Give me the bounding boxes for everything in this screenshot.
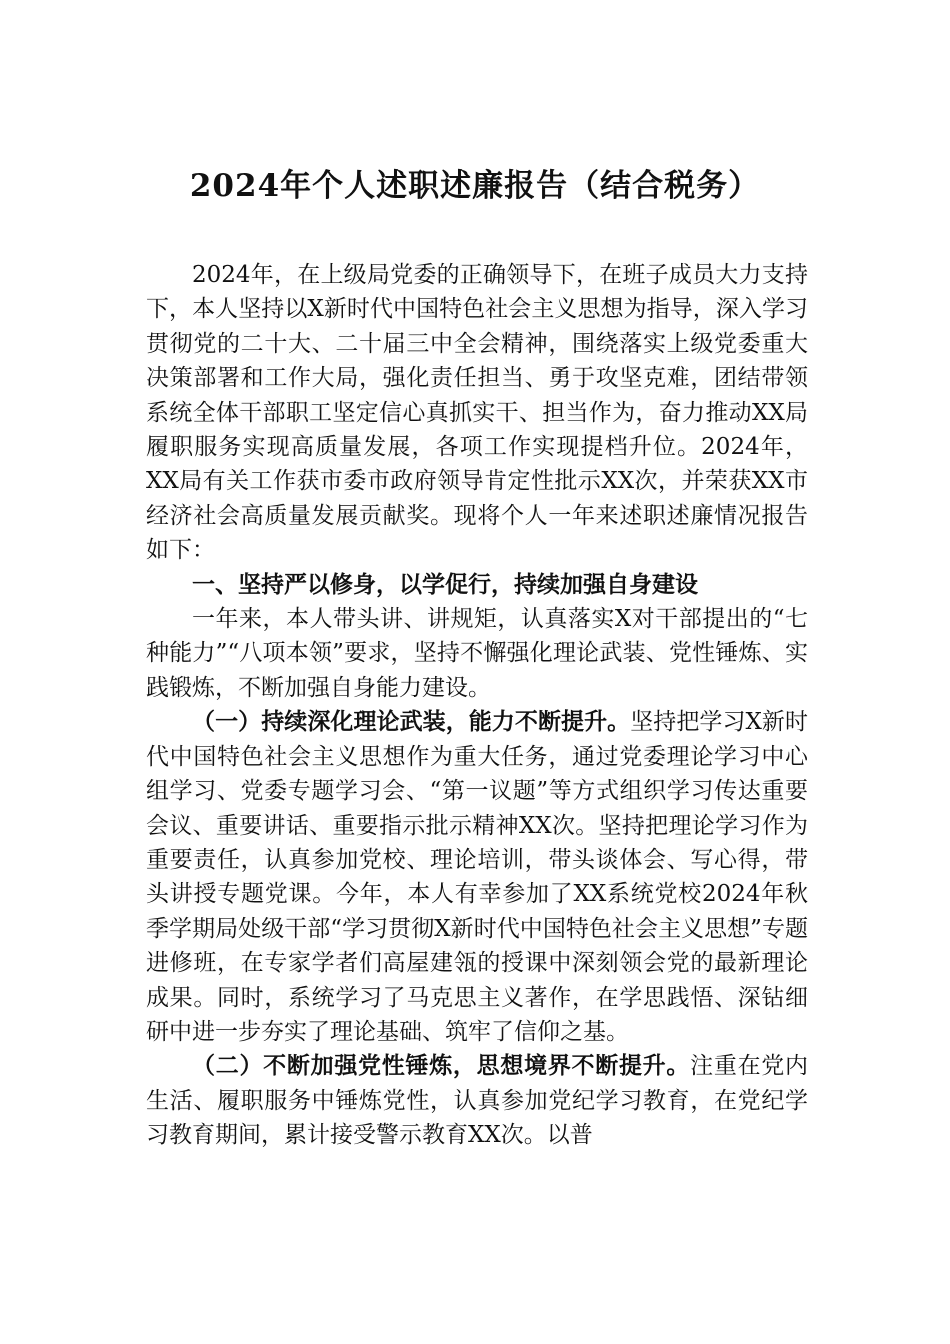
subsection-1-paragraph [146,705,808,1049]
subsection-1-text: 坚持把学习X新时代中国特色社会主义思想作为重大任务，通过党委理论学习中心组学习、党委专题学习会、“第一议题”等方式组织学习传达重要会议、重要讲话、重要指示批示精神XX次。坚持把理论学习作为重要责任，认真参加党校、理论培训，带头谈体会、写心得，带头讲授专题党课。今年，本人有幸参加了XX系统党校2024年秋季学期局处级干部“学习贯彻X新时代中国特色社会主义思想”专题进修班，在专家学者们高屋建瓴的授课中深刻领会党的最新理论成果。同时，系统学习了马克思主义著作，在学思践悟、深钻细研中进一步夯实了理论基础、筑牢了信仰之基。 [146,709,808,1045]
subsection-2-lead: （二）不断加强党性锤炼，思想境界不断提升。 [192,1052,691,1080]
document-title: 2024年个人述职述廉报告（结合税务） [189,168,761,204]
section-heading-1: 一、坚持严以修身，以学促行，持续加强自身建设 [192,571,698,598]
intro-paragraph: 2024年，在上级局党委的正确领导下，在班子成员大力支持下，本人坚持以X新时代中国特色社会主义思想为指导，深入学习贯彻党的二十大、二十届三中全会精神，围绕落实上级党委重大决策部署和工作大局，强化责任担当、勇于攻坚克难，团结带领系统全体干部职工坚定信心真抓实干、担当作为，奋力推动XX局履职服务实现高质量发展，各项工作实现提档升位。2024年，XX局有关工作获市委市政府领导肯定性批示XX次，并荣获XX市经济社会高质量发展贡献奖。现将个人一年来述职述廉情况报告如下： [146,262,808,564]
subsection-1-lead: （一）持续深化理论武装，能力不断提升。 [192,708,631,736]
subsection-2-text: 注重在党内生活、履职服务中锤炼党性，认真参加党纪学习教育，在党纪学习教育期间，累计接受警示教育XX次。以普 [146,1053,809,1149]
document-body [146,258,808,1153]
section-1-paragraph: 一年来，本人带头讲、讲规矩，认真落实X对干部提出的“七种能力”“八项本领”要求，坚持不懈强化理论武装、党性锤炼、实践锻炼，不断加强自身能力建设。 [146,606,808,701]
subsection-2-paragraph [146,1049,808,1152]
